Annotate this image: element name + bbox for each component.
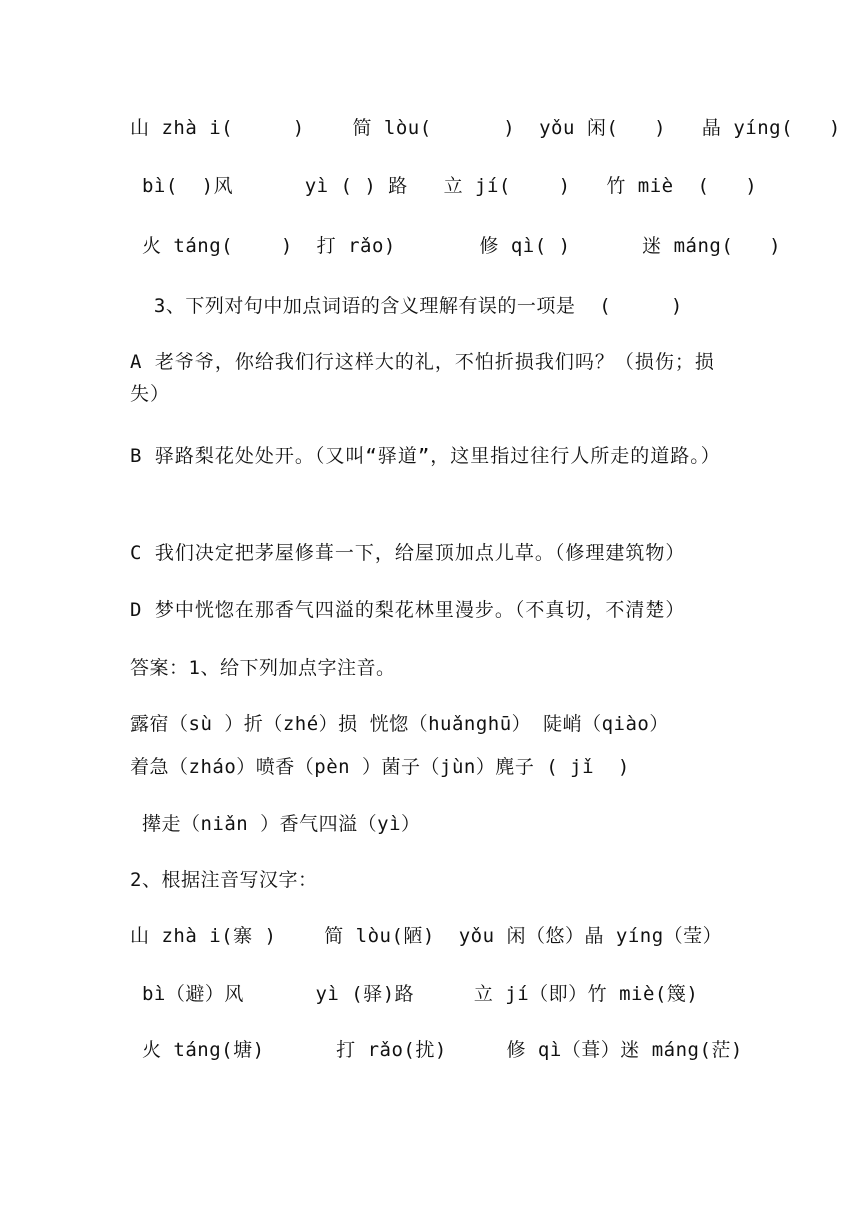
- answer-q1-line-3: 撵走（niǎn ）香气四溢（yì）: [130, 813, 421, 835]
- answer-q2-line-2: bì（避）风 yì (驿)路 立 jí（即）竹 miè(篾): [130, 983, 699, 1005]
- q3-title: 3、下列对句中加点词语的含义理解有误的一项是 ( ): [130, 295, 683, 317]
- answer-q1-line-2: 着急（zháo）喷香（pèn ）菌子（jùn）麂子 ( jǐ ): [130, 756, 630, 778]
- q2-line-2: bì( )风 yì ( ) 路 立 jí( ) 竹 miè ( ): [130, 175, 758, 197]
- q3-option-d: D 梦中恍惚在那香气四溢的梨花林里漫步。（不真切，不清楚）: [130, 599, 686, 621]
- q3-option-c: C 我们决定把茅屋修葺一下，给屋顶加点儿草。（修理建筑物）: [130, 542, 686, 564]
- q2-line-1: 山 zhà i( ) 简 lòu( ) yǒu 闲( ) 晶 yíng( ): [130, 117, 841, 139]
- q3-option-b: B 驿路梨花处处开。（又叫“驿道”，这里指过往行人所走的道路。）: [130, 445, 721, 467]
- q3-option-a: A 老爷爷，你给我们行这样大的礼，不怕折损我们吗？（损伤；损失）: [130, 351, 715, 405]
- answer-q2-heading: 2、根据注音写汉字：: [130, 869, 318, 891]
- answer-q1-line-1: 露宿（sù ）折（zhé）损 恍惚（huǎnghū） 陡峭（qiào）: [130, 713, 669, 735]
- q2-line-3: 火 táng( ) 打 rǎo) 修 qì( ) 迷 máng( ): [130, 235, 782, 257]
- answer-q2-line-1: 山 zhà i(寨 ) 简 lòu(陋) yǒu 闲（悠）晶 yíng（莹）: [130, 925, 723, 947]
- answers-heading: 答案：1、给下列加点字注音。: [130, 657, 396, 679]
- answer-q2-line-3: 火 táng(塘) 打 rǎo(扰) 修 qì（葺）迷 máng(茫): [130, 1039, 743, 1061]
